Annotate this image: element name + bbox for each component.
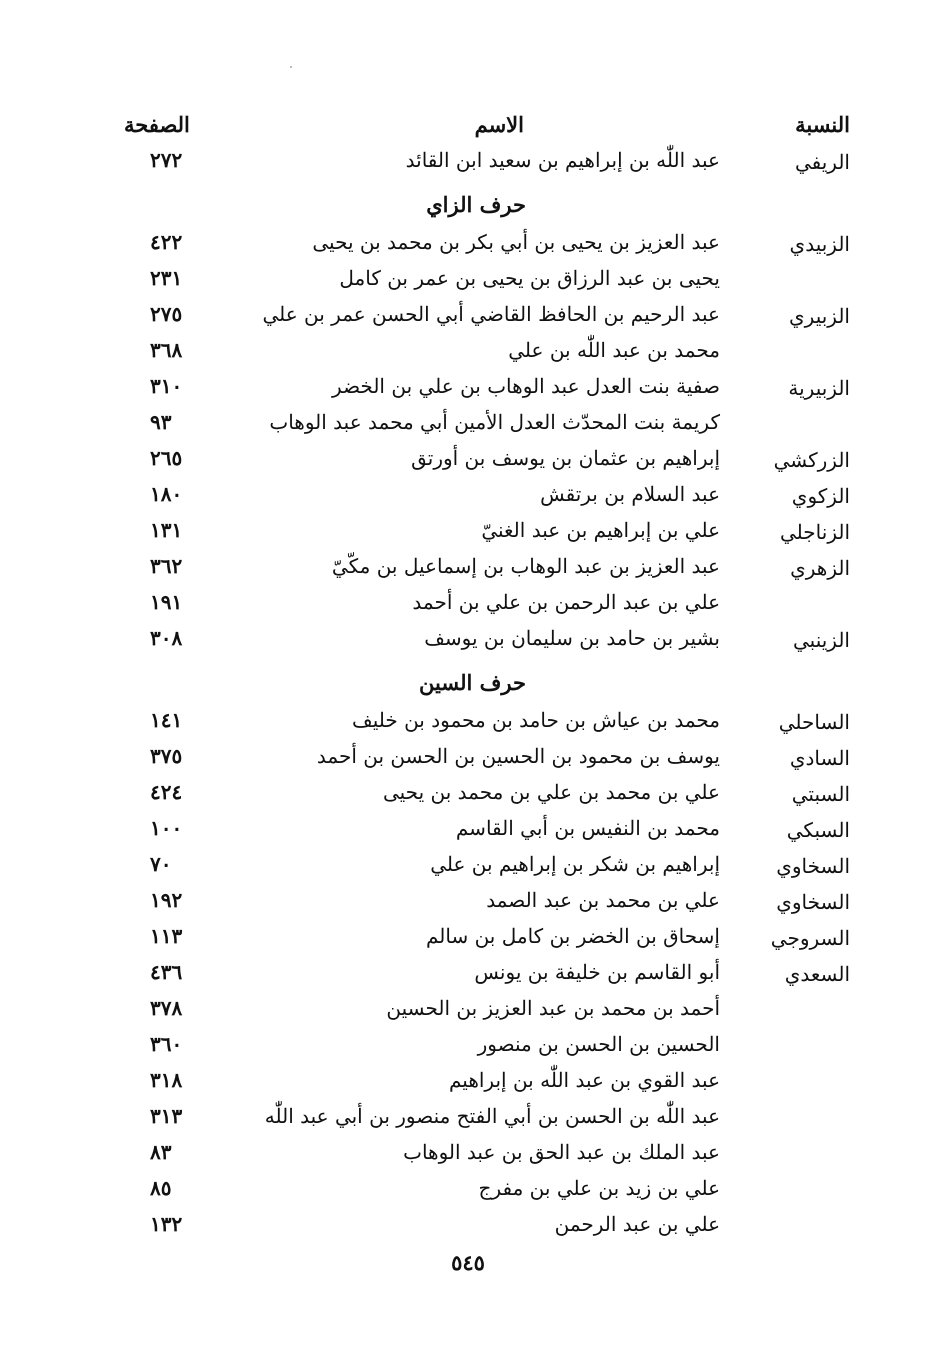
row-page-number: ٣١٣: [150, 1104, 183, 1128]
row-nisba: الزبيدي: [789, 232, 850, 256]
row-nisba: السادي: [789, 746, 850, 770]
row-nisba: الساحلي: [778, 710, 850, 734]
row-name: علي بن زيد بن علي بن مفرج: [478, 1176, 720, 1200]
row-name: محمد بن عياش بن حامد بن محمود بن خليف: [352, 708, 720, 732]
index-row: [0, 1136, 936, 1172]
index-row: [0, 956, 936, 992]
index-row: [0, 740, 936, 776]
row-page-number: ٣٦٨: [150, 338, 183, 362]
row-name: يحيى بن عبد الرزاق بن يحيى بن عمر بن كامل: [339, 266, 720, 290]
row-name: محمد بن النفيس بن أبي القاسم: [455, 816, 720, 840]
column-header-page: الصفحة: [124, 112, 190, 137]
section-heading-title: حرف الزاي: [426, 192, 526, 217]
row-page-number: ٧٠: [150, 852, 172, 876]
index-row: [0, 704, 936, 740]
column-header-nisba: النسبة: [795, 112, 850, 137]
index-row: [0, 550, 936, 586]
row-nisba: السعدي: [784, 962, 850, 986]
row-name: عبد القوي بن عبد اللّٰه بن إبراهيم: [448, 1068, 720, 1092]
row-nisba: الزركشي: [773, 448, 850, 472]
row-nisba: السبكي: [786, 818, 850, 842]
index-row: [0, 406, 936, 442]
row-name: كريمة بنت المحدّث العدل الأمين أبي محمد عبد الوهاب: [269, 410, 720, 434]
row-nisba: الزبيرية: [788, 376, 850, 400]
row-page-number: ١١٣: [150, 924, 183, 948]
index-row: [0, 514, 936, 550]
row-page-number: ١٨٠: [150, 482, 183, 506]
row-page-number: ٨٣: [150, 1140, 172, 1164]
index-row: [0, 776, 936, 812]
row-name: أحمد بن محمد بن عبد العزيز بن الحسين: [386, 996, 720, 1020]
row-page-number: ٣٠٨: [150, 626, 183, 650]
row-nisba: الزكوي: [791, 484, 850, 508]
page-number: ٥٤٥: [451, 1250, 485, 1275]
row-nisba: الزينبي: [793, 628, 850, 652]
row-name: إبراهيم بن شكر بن إبراهيم بن علي: [430, 852, 720, 876]
index-row: [0, 262, 936, 298]
index-list: [0, 144, 936, 1244]
row-name: علي بن محمد بن علي بن محمد بن يحيى: [382, 780, 720, 804]
row-page-number: ٩٣: [150, 410, 172, 434]
row-page-number: ٤٣٦: [150, 960, 183, 984]
row-page-number: ٢٣١: [150, 266, 183, 290]
row-name: إبراهيم بن عثمان بن يوسف بن أورتق: [411, 446, 720, 470]
row-name: عبد اللّٰه بن إبراهيم بن سعيد ابن القائد: [405, 148, 720, 172]
index-row: [0, 884, 936, 920]
row-page-number: ١٩١: [150, 590, 183, 614]
index-row: [0, 334, 936, 370]
index-row: [0, 1100, 936, 1136]
row-nisba: السخاوي: [776, 890, 850, 914]
row-page-number: ٤٢٢: [150, 230, 183, 254]
row-name: عبد العزيز بن عبد الوهاب بن إسماعيل بن مكّيّ: [331, 554, 720, 578]
row-page-number: ١٤١: [150, 708, 183, 732]
index-row: [0, 298, 936, 334]
row-page-number: ٢٦٥: [150, 446, 183, 470]
row-page-number: ٤٢٤: [150, 780, 183, 804]
row-page-number: ٨٥: [150, 1176, 172, 1200]
section-heading: [0, 658, 936, 704]
scan-speck: [290, 66, 292, 68]
index-row: [0, 812, 936, 848]
row-page-number: ٣٦٠: [150, 1032, 183, 1056]
index-row: [0, 920, 936, 956]
row-name: صفية بنت العدل عبد الوهاب بن علي بن الخضر: [332, 374, 720, 398]
index-row: [0, 1208, 936, 1244]
row-name: علي بن عبد الرحمن بن علي بن أحمد: [412, 590, 720, 614]
row-name: عبد السلام بن برتقش: [540, 482, 720, 506]
row-nisba: الزبيري: [789, 304, 850, 328]
row-name: بشير بن حامد بن سليمان بن يوسف: [424, 626, 720, 650]
row-page-number: ٣٦٢: [150, 554, 183, 578]
index-row: [0, 992, 936, 1028]
section-heading-title: حرف السين: [419, 670, 526, 695]
column-header-name: الاسم: [474, 112, 524, 137]
row-page-number: ٢٧٢: [150, 148, 183, 172]
row-page-number: ١٣٢: [150, 1212, 183, 1236]
index-row: [0, 144, 936, 180]
row-nisba: السروجي: [770, 926, 850, 950]
index-row: [0, 226, 936, 262]
row-page-number: ١٠٠: [150, 816, 183, 840]
row-page-number: ٣١٠: [150, 374, 183, 398]
index-row: [0, 478, 936, 514]
index-row: [0, 1172, 936, 1208]
row-page-number: ٢٧٥: [150, 302, 183, 326]
row-name: عبد الملك بن عبد الحق بن عبد الوهاب: [403, 1140, 720, 1164]
row-name: الحسين بن الحسن بن منصور: [477, 1032, 720, 1056]
row-name: محمد بن عبد اللّٰه بن علي: [508, 338, 720, 362]
row-nisba: الزناجلي: [780, 520, 850, 544]
index-row: [0, 442, 936, 478]
index-row: [0, 622, 936, 658]
row-name: إسحاق بن الخضر بن كامل بن سالم: [425, 924, 720, 948]
row-page-number: ٣٧٥: [150, 744, 183, 768]
index-row: [0, 848, 936, 884]
row-name: علي بن عبد الرحمن: [554, 1212, 720, 1236]
row-name: علي بن إبراهيم بن عبد الغنيّ: [481, 518, 720, 542]
section-heading: [0, 180, 936, 226]
index-row: [0, 586, 936, 622]
row-name: علي بن محمد بن عبد الصمد: [486, 888, 720, 912]
row-nisba: الريفي: [794, 150, 850, 174]
row-name: يوسف بن محمود بن الحسين بن الحسن بن أحمد: [316, 744, 720, 768]
row-nisba: الزهري: [790, 556, 850, 580]
row-page-number: ١٩٢: [150, 888, 183, 912]
index-row: [0, 1064, 936, 1100]
row-page-number: ٣٧٨: [150, 996, 183, 1020]
row-name: أبو القاسم بن خليفة بن يونس: [474, 960, 720, 984]
row-nisba: السبتي: [791, 782, 850, 806]
row-nisba: السخاوي: [776, 854, 850, 878]
row-name: عبد الرحيم بن الحافظ القاضي أبي الحسن عمر بن علي: [262, 302, 720, 326]
index-row: [0, 370, 936, 406]
row-page-number: ٣١٨: [150, 1068, 183, 1092]
row-name: عبد اللّٰه بن الحسن بن أبي الفتح منصور بن أبي عبد اللّٰه: [264, 1104, 720, 1128]
row-page-number: ١٣١: [150, 518, 183, 542]
index-row: [0, 1028, 936, 1064]
row-name: عبد العزيز بن يحيى بن أبي بكر بن محمد بن يحيى: [312, 230, 720, 254]
